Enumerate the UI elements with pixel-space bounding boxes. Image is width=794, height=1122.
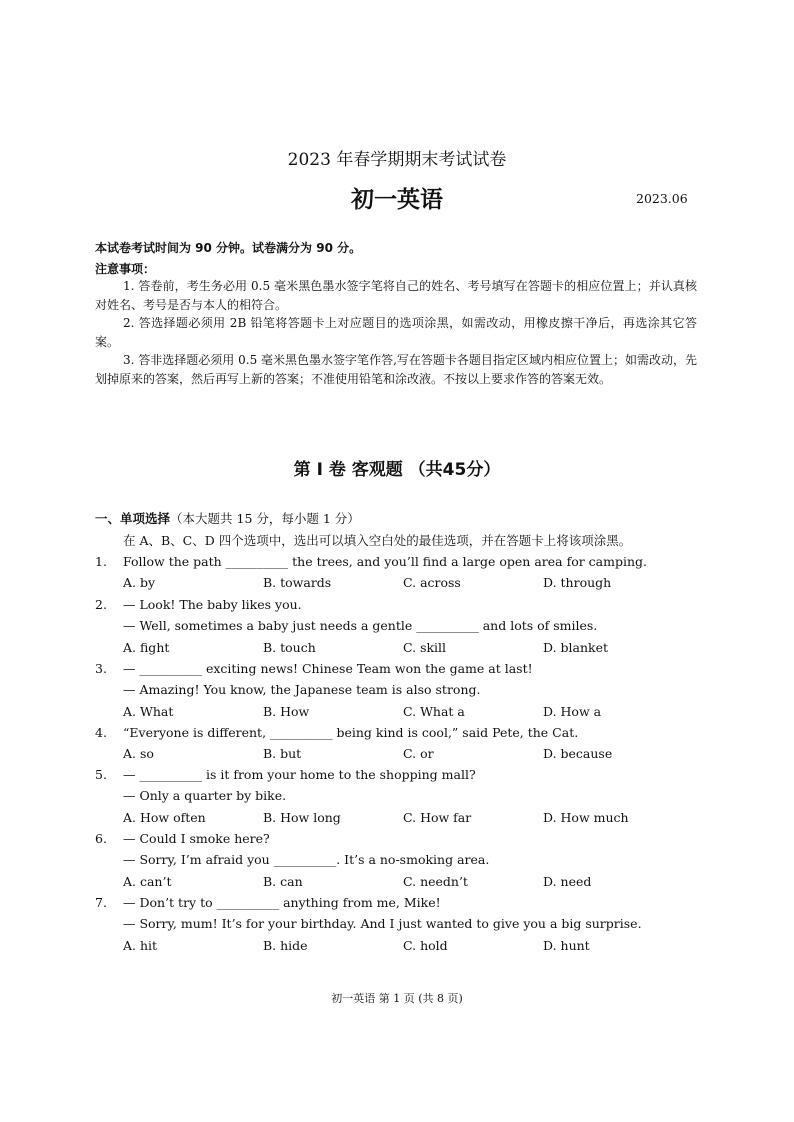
question-text: — Well, sometimes a baby just needs a gentle __________ and lots of smiles. (123, 618, 598, 634)
question-text: — Amazing! You know, the Japanese team is also strong. (123, 682, 481, 698)
subject-title: 初一英语 (351, 186, 443, 213)
question-3 (95, 658, 715, 722)
option-b: B. How (263, 703, 310, 719)
question-text: — __________ is it from your home to the shopping mall? (123, 767, 476, 782)
section-title: 第 Ⅰ 卷 客观题 （共45分） (293, 460, 501, 480)
option-c: C. or (403, 746, 434, 762)
option-a: A. How often (123, 809, 206, 825)
option-a: A. can’t (123, 873, 172, 889)
question-number: 4. (95, 725, 107, 740)
option-b: B. towards (263, 575, 332, 591)
part-title (95, 509, 360, 527)
notice-list (95, 277, 697, 388)
question-number: 6. (95, 831, 107, 846)
part-title-main: 一、单项选择 (95, 511, 171, 526)
option-d: D. How much (543, 809, 629, 825)
question-text: — Don’t try to __________ anything from me, Mike! (123, 895, 441, 910)
page-footer: 初一英语 第 1 页 (共 8 页) (331, 992, 463, 1005)
option-a: A. hit (123, 937, 158, 953)
exam-title: 2023 年春学期期末考试试卷 (287, 150, 507, 170)
option-c: C. skill (403, 639, 447, 655)
exam-date: 2023.06 (636, 191, 688, 206)
question-text: — __________ exciting news! Chinese Team won the game at last! (123, 661, 533, 676)
question-2 (95, 594, 715, 658)
part-instruction: 在 A、B、C、D 四个选项中，选出可以填入空白处的最佳选项，并在答题卡上将该项涂黑。 (123, 533, 632, 548)
question-text: — Sorry, mum! It’s for your birthday. And I just wanted to give you a big surprise. (123, 916, 642, 932)
question-number: 3. (95, 661, 107, 676)
notice-item-3: 3. 答非选择题必须用 0.5 毫米黑色墨水签字笔作答,写在答题卡各题目指定区域内相应位置上；如需改动，先划掉原来的答案，然后再写上新的答案；不准使用铅笔和涂改液。不按以上要求作答的答案无效。 (95, 353, 697, 386)
question-number: 7. (95, 895, 107, 910)
option-c: C. What a (403, 703, 465, 719)
option-b: B. hide (263, 937, 308, 953)
option-c: C. hold (403, 937, 448, 953)
option-b: B. but (263, 746, 302, 762)
option-a: A. What (123, 703, 174, 719)
option-b: B. can (263, 873, 303, 889)
question-4 (95, 722, 715, 765)
option-b: B. How long (263, 809, 341, 825)
option-a: A. so (123, 746, 154, 762)
notice-heading: 注意事项： (95, 262, 156, 276)
question-text: — Look! The baby likes you. (123, 597, 302, 612)
question-1 (95, 551, 715, 594)
question-text: — Sorry, I’m afraid you __________. It’s a no-smoking area. (123, 852, 490, 868)
question-5 (95, 764, 715, 828)
option-a: A. fight (123, 639, 170, 655)
option-a: A. by (123, 575, 156, 591)
option-d: D. How a (543, 703, 602, 719)
option-d: D. because (543, 746, 613, 762)
option-c: C. needn’t (403, 873, 468, 889)
question-text: — Could I smoke here? (123, 831, 270, 846)
question-text: Follow the path __________ the trees, and you’ll find a large open area for camping. (123, 554, 648, 569)
question-number: 1. (95, 554, 107, 569)
part-title-note: （本大题共 15 分，每小题 1 分） (170, 511, 360, 526)
question-text: “Everyone is different, __________ being kind is cool,” said Pete, the Cat. (123, 725, 579, 740)
option-d: D. through (543, 575, 612, 591)
question-number: 2. (95, 597, 107, 612)
question-text: — Only a quarter by bike. (123, 788, 287, 804)
option-b: B. touch (263, 639, 316, 655)
option-c: C. across (403, 575, 461, 591)
question-6 (95, 828, 715, 892)
time-score-note: 本试卷考试时间为 90 分钟。试卷满分为 90 分。 (95, 241, 362, 255)
option-d: D. hunt (543, 937, 590, 953)
question-7 (95, 892, 715, 956)
option-c: C. How far (403, 809, 472, 825)
option-d: D. blanket (543, 639, 609, 655)
question-number: 5. (95, 767, 107, 782)
notice-item-1: 1. 答卷前，考生务必用 0.5 毫米黑色墨水签字笔将自己的姓名、考号填写在答题卡的相应位置上；并认真核对姓名、考号是否与本人的相符合。 (95, 279, 697, 312)
notice-item-2: 2. 答选择题必须用 2B 铅笔将答题卡上对应题目的选项涂黑，如需改动，用橡皮擦干净后，再选涂其它答案。 (95, 316, 697, 349)
option-d: D. need (543, 873, 592, 889)
